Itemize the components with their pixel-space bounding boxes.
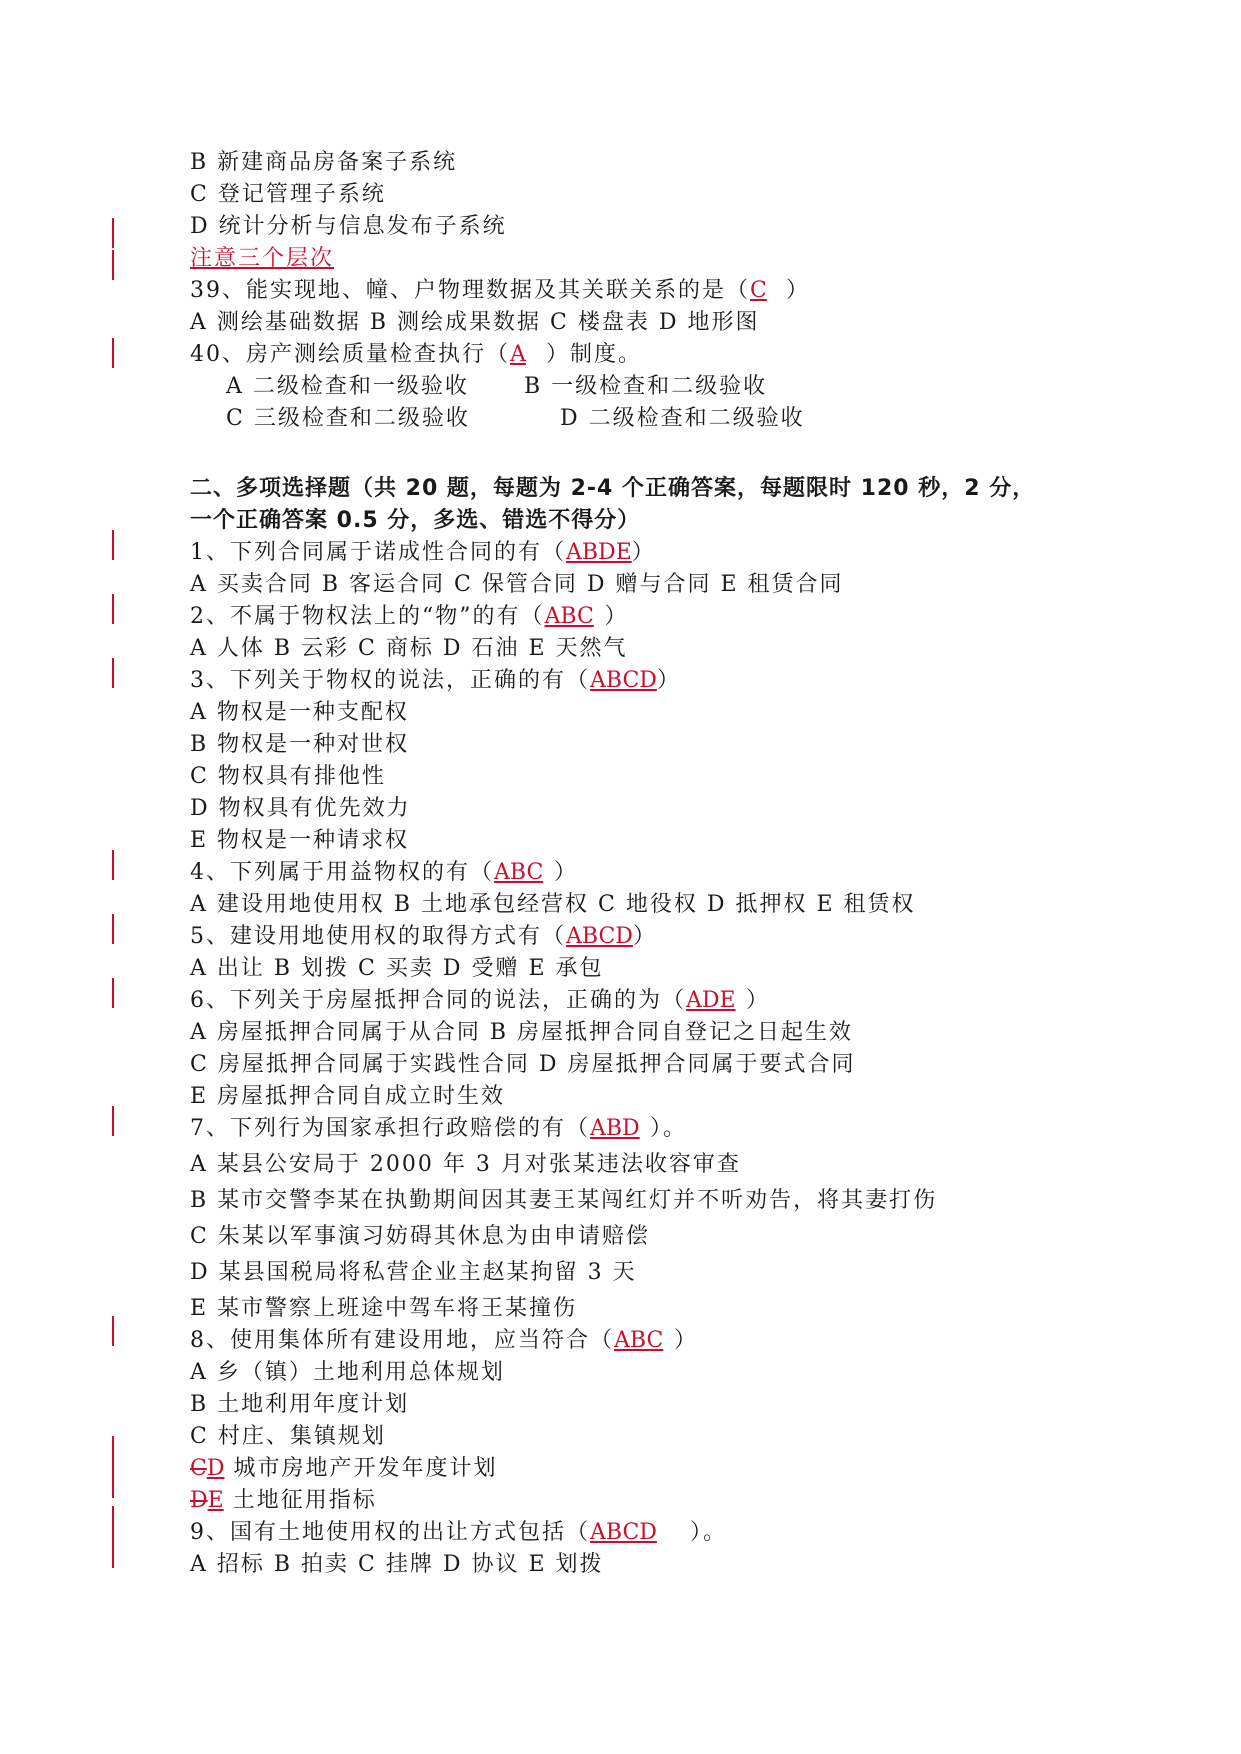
answer-m1: ABDE (566, 540, 632, 565)
question-39: 39、能实现地、幢、户物理数据及其关联关系的是（C ） (190, 276, 1181, 306)
revision-bar (112, 530, 114, 560)
option-line: E 物权是一种请求权 (190, 828, 410, 853)
option-line: E 房屋抵押合同自成立时生效 (190, 1084, 506, 1109)
question-m8: 8、使用集体所有建设用地，应当符合（ABC ） (190, 1326, 1181, 1356)
answer-q39: C (750, 278, 767, 303)
option-line: A 物权是一种支配权 (190, 700, 409, 725)
option-line: A 建设用地使用权 B 土地承包经营权 C 地役权 D 抵押权 E 租赁权 (190, 892, 916, 917)
answer-m6: ADE (686, 988, 736, 1013)
option-line: C 村庄、集镇规划 (190, 1424, 386, 1449)
revision-note: 注意三个层次 (190, 246, 335, 271)
revision-bar (112, 978, 114, 1008)
revision-bar (112, 338, 114, 368)
option-line: A 某县公安局于 2000 年 3 月对张某违法收容审查 (190, 1152, 741, 1177)
answer-m5: ABCD (566, 924, 633, 949)
answer-m8: ABC (614, 1328, 664, 1353)
option-line: D 某县国税局将私营企业主赵某拘留 3 天 (190, 1260, 637, 1285)
option-line: B 土地利用年度计划 (190, 1392, 410, 1417)
question-m7: 7、下列行为国家承担行政赔偿的有（ABD ）。 (190, 1114, 1181, 1144)
option-line: B 某市交警李某在执勤期间因其妻王某闯红灯并不听劝告，将其妻打伤 (190, 1188, 938, 1213)
question-m1: 1、下列合同属于诺成性合同的有（ABDE） (190, 538, 1181, 568)
option-line: B 新建商品房备案子系统 (190, 150, 458, 175)
revision-bar (112, 914, 114, 944)
revision-bar (112, 1506, 114, 1568)
option-line: A 人体 B 云彩 C 商标 D 石油 E 天然气 (190, 636, 628, 661)
option-line: E 某市警察上班途中驾车将王某撞伤 (190, 1296, 578, 1321)
option-line: A 出让 B 划拨 C 买卖 D 受赠 E 承包 (190, 956, 604, 981)
question-m6: 6、下列关于房屋抵押合同的说法，正确的为（ADE ） (190, 986, 1181, 1016)
inserted-text: D (206, 1456, 225, 1481)
deleted-text: D (190, 1488, 208, 1513)
option-line-revised: CD 城市房地产开发年度计划 (190, 1456, 498, 1481)
option-line: A 测绘基础数据 B 测绘成果数据 C 楼盘表 D 地形图 (190, 310, 760, 335)
revision-bar (112, 594, 114, 624)
option-line: A 二级检查和一级验收 B 一级检查和二级验收 (226, 374, 768, 399)
revision-bar (112, 1316, 114, 1346)
answer-q40: A (510, 342, 526, 367)
question-m3: 3、下列关于物权的说法，正确的有（ABCD） (190, 666, 1181, 696)
option-line: D 统计分析与信息发布子系统 (190, 214, 507, 239)
question-m5: 5、建设用地使用权的取得方式有（ABCD） (190, 922, 1181, 952)
revision-bar (112, 658, 114, 688)
option-line-revised: DE 土地征用指标 (190, 1488, 377, 1513)
option-line: D 物权具有优先效力 (190, 796, 411, 821)
answer-m9: ABCD (590, 1520, 657, 1545)
question-m9: 9、国有土地使用权的出让方式包括（ABCD ）。 (190, 1518, 1181, 1548)
option-line: C 朱某以军事演习妨碍其休息为由申请赔偿 (190, 1224, 650, 1249)
answer-m2: ABC (544, 604, 594, 629)
revision-bar (112, 250, 114, 280)
revision-bar (112, 1436, 114, 1498)
revision-bar (112, 218, 114, 248)
option-line: A 买卖合同 B 客运合同 C 保管合同 D 赠与合同 E 租赁合同 (190, 572, 844, 597)
option-line: C 三级检查和二级验收 D 二级检查和二级验收 (226, 406, 805, 431)
deleted-text: C (190, 1456, 207, 1481)
question-m4: 4、下列属于用益物权的有（ABC ） (190, 858, 1181, 888)
question-40: 40、房产测绘质量检查执行（A ）制度。 (190, 340, 1181, 370)
revision-bar (112, 1106, 114, 1136)
answer-m4: ABC (494, 860, 544, 885)
answer-m7: ABD (590, 1116, 640, 1141)
option-line: C 登记管理子系统 (190, 182, 386, 207)
option-line: B 物权是一种对世权 (190, 732, 410, 757)
option-line: C 房屋抵押合同属于实践性合同 D 房屋抵押合同属于要式合同 (190, 1052, 856, 1077)
option-line: C 物权具有排他性 (190, 764, 386, 789)
section-heading: 二、多项选择题（共 20 题，每题为 2-4 个正确答案，每题限时 120 秒，2 分， (190, 476, 1036, 501)
revision-bar (112, 850, 114, 880)
option-line: A 房屋抵押合同属于从合同 B 房屋抵押合同自登记之日起生效 (190, 1020, 854, 1045)
option-line: A 招标 B 拍卖 C 挂牌 D 协议 E 划拨 (190, 1552, 604, 1577)
section-heading: 一个正确答案 0.5 分，多选、错选不得分） (190, 508, 641, 533)
option-line: A 乡（镇）土地利用总体规划 (190, 1360, 505, 1385)
inserted-text: E (207, 1488, 224, 1513)
answer-m3: ABCD (590, 668, 657, 693)
question-m2: 2、不属于物权法上的“物”的有（ABC ） (190, 602, 1181, 632)
